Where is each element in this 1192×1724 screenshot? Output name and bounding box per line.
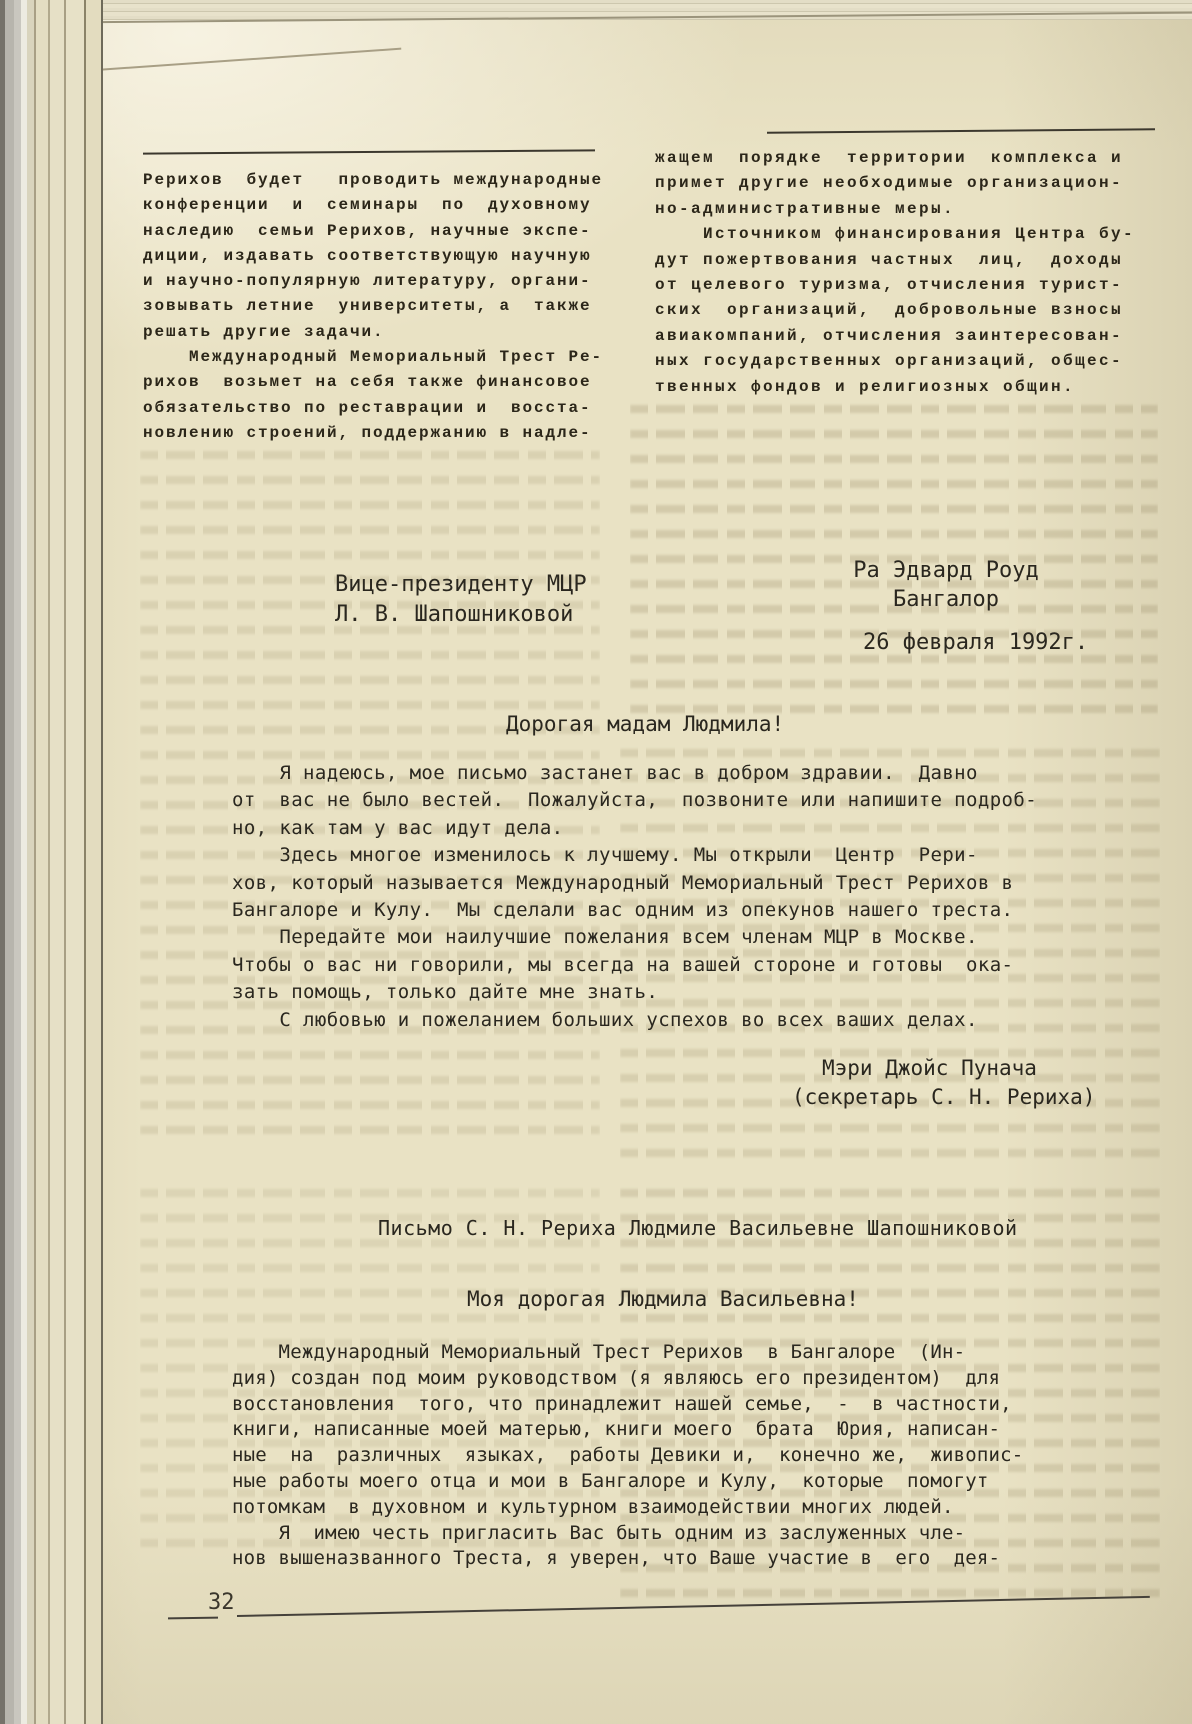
text-line: обязательство по реставрации и восста- <box>143 398 592 417</box>
letter1-addressee-block <box>335 570 587 630</box>
letter1-salutation: Дорогая мадам Людмила! <box>506 712 785 736</box>
letter2-heading: Письмо С. Н. Рериха Людмиле Васильевне Шапошниковой <box>378 1216 1018 1240</box>
text-line: конференции и семинары по духовному <box>143 196 592 215</box>
text-line: ных государственных организаций, общес- <box>655 352 1124 371</box>
text-line: Источником финансирования Центра бу- <box>655 225 1136 244</box>
text-line: нов вышеназванного Треста, я уверен, что Ваше участие в его дея- <box>232 1547 1001 1570</box>
letter1-signature-block <box>792 1054 1095 1112</box>
text-line: Здесь многое изменилось к лучшему. Мы открыли Центр Рери- <box>232 844 978 867</box>
page-number: 32 <box>208 1590 235 1615</box>
text-line: Международный Мемориальный Трест Ре- <box>143 348 604 367</box>
text-line: решать другие задачи. <box>143 322 385 341</box>
text-line: от целевого туризма, отчисления турист- <box>655 276 1124 295</box>
letter1-sender-block <box>850 556 1042 614</box>
text-line: дия) создан под моим руководством (я являюсь его президентом) для <box>232 1366 1001 1389</box>
text-line: ные на различных языках, работы Девики и, конечно же, живопис- <box>232 1444 1024 1467</box>
text-line: и научно-популярную литературу, органи- <box>143 272 592 291</box>
text-line: дут пожертвования частных лиц, доходы <box>655 250 1124 269</box>
text-line: новлению строений, поддержанию в надле- <box>143 423 592 442</box>
text-line: Международный Мемориальный Трест Рерихов в Бангалоре (Ин- <box>232 1341 966 1363</box>
text-line: ные работы моего отца и мои в Бангалоре и Кулу, которые помогут <box>232 1469 989 1492</box>
top-rule-right-column <box>767 128 1155 133</box>
text-line: твенных фондов и религиозных общин. <box>655 377 1076 396</box>
text-line: Я надеюсь, мое письмо застанет вас в добром здравии. Давно <box>232 762 978 784</box>
text-line: Бангалоре и Кулу. Мы сделали вас одним из опекунов нашего треста. <box>232 899 1014 922</box>
letter2-salutation: Моя дорогая Людмила Васильевна! <box>467 1287 859 1311</box>
text-line: от вас не было вестей. Пожалуйста, позвоните или напишите подроб- <box>232 789 1038 812</box>
sender-line: Ра Эдвард Роуд <box>853 558 1039 583</box>
text-line: примет другие необходимые организацион- <box>655 174 1124 193</box>
signature-name: Мэри Джойс Пунача <box>822 1056 1037 1080</box>
signature-title: (секретарь С. Н. Рериха) <box>792 1085 1096 1109</box>
addressee-line: Вице-президенту МЦР <box>335 572 587 597</box>
text-line: хов, который называется Международный Мемориальный Трест Рерихов в <box>232 871 1014 894</box>
addressee-line: Л. В. Шапошниковой <box>335 602 574 627</box>
letter1-body <box>232 760 1037 1034</box>
text-line: рихов возьмет на себя также финансовое <box>143 373 592 392</box>
sender-line: Бангалор <box>893 587 999 612</box>
letter2-body <box>232 1340 1023 1572</box>
text-line: Рерихов будет проводить международные <box>143 171 604 189</box>
text-line: наследию семьи Рерихов, научные экспе- <box>143 221 592 240</box>
footer-rule-short <box>168 1617 218 1620</box>
text-line: диции, издавать соответствующую научную <box>143 246 592 265</box>
text-line: зать помощь, только дайте мне знать. <box>232 981 659 1004</box>
text-line: ских организаций, добровольные взносы <box>655 301 1124 320</box>
text-line: жащем порядке территории комплекса и <box>655 149 1124 167</box>
book-spine-edge <box>0 0 103 1724</box>
text-line: книги, написанные моей матерью, книги моего брата Юрия, написан- <box>232 1418 1001 1441</box>
article-column-left <box>143 168 603 446</box>
text-line: зовывать летние университеты, а также <box>143 297 592 316</box>
top-rule-left-column <box>143 149 595 154</box>
text-line: но, как там у вас идут дела. <box>232 816 564 839</box>
text-line: потомкам в духовном и культурном взаимодействии многих людей. <box>232 1495 954 1518</box>
article-column-right <box>655 146 1135 400</box>
text-line: восстановления того, что принадлежит нашей семье, - в частности, <box>232 1392 1012 1415</box>
text-line: Чтобы о вас ни говорили, мы всегда на вашей стороне и готовы ока- <box>232 953 1014 976</box>
text-line: авиакомпаний, отчисления заинтересован- <box>655 326 1124 345</box>
text-line: Я имею честь пригласить Вас быть одним из заслуженных чле- <box>232 1521 966 1544</box>
text-line: но-административные меры. <box>655 199 956 218</box>
text-line: Передайте мои наилучшие пожелания всем членам МЦР в Москве. <box>232 926 978 949</box>
text-line: С любовью и пожеланием больших успехов во всех ваших делах. <box>232 1008 978 1031</box>
letter1-date: 26 февраля 1992г. <box>863 630 1089 655</box>
